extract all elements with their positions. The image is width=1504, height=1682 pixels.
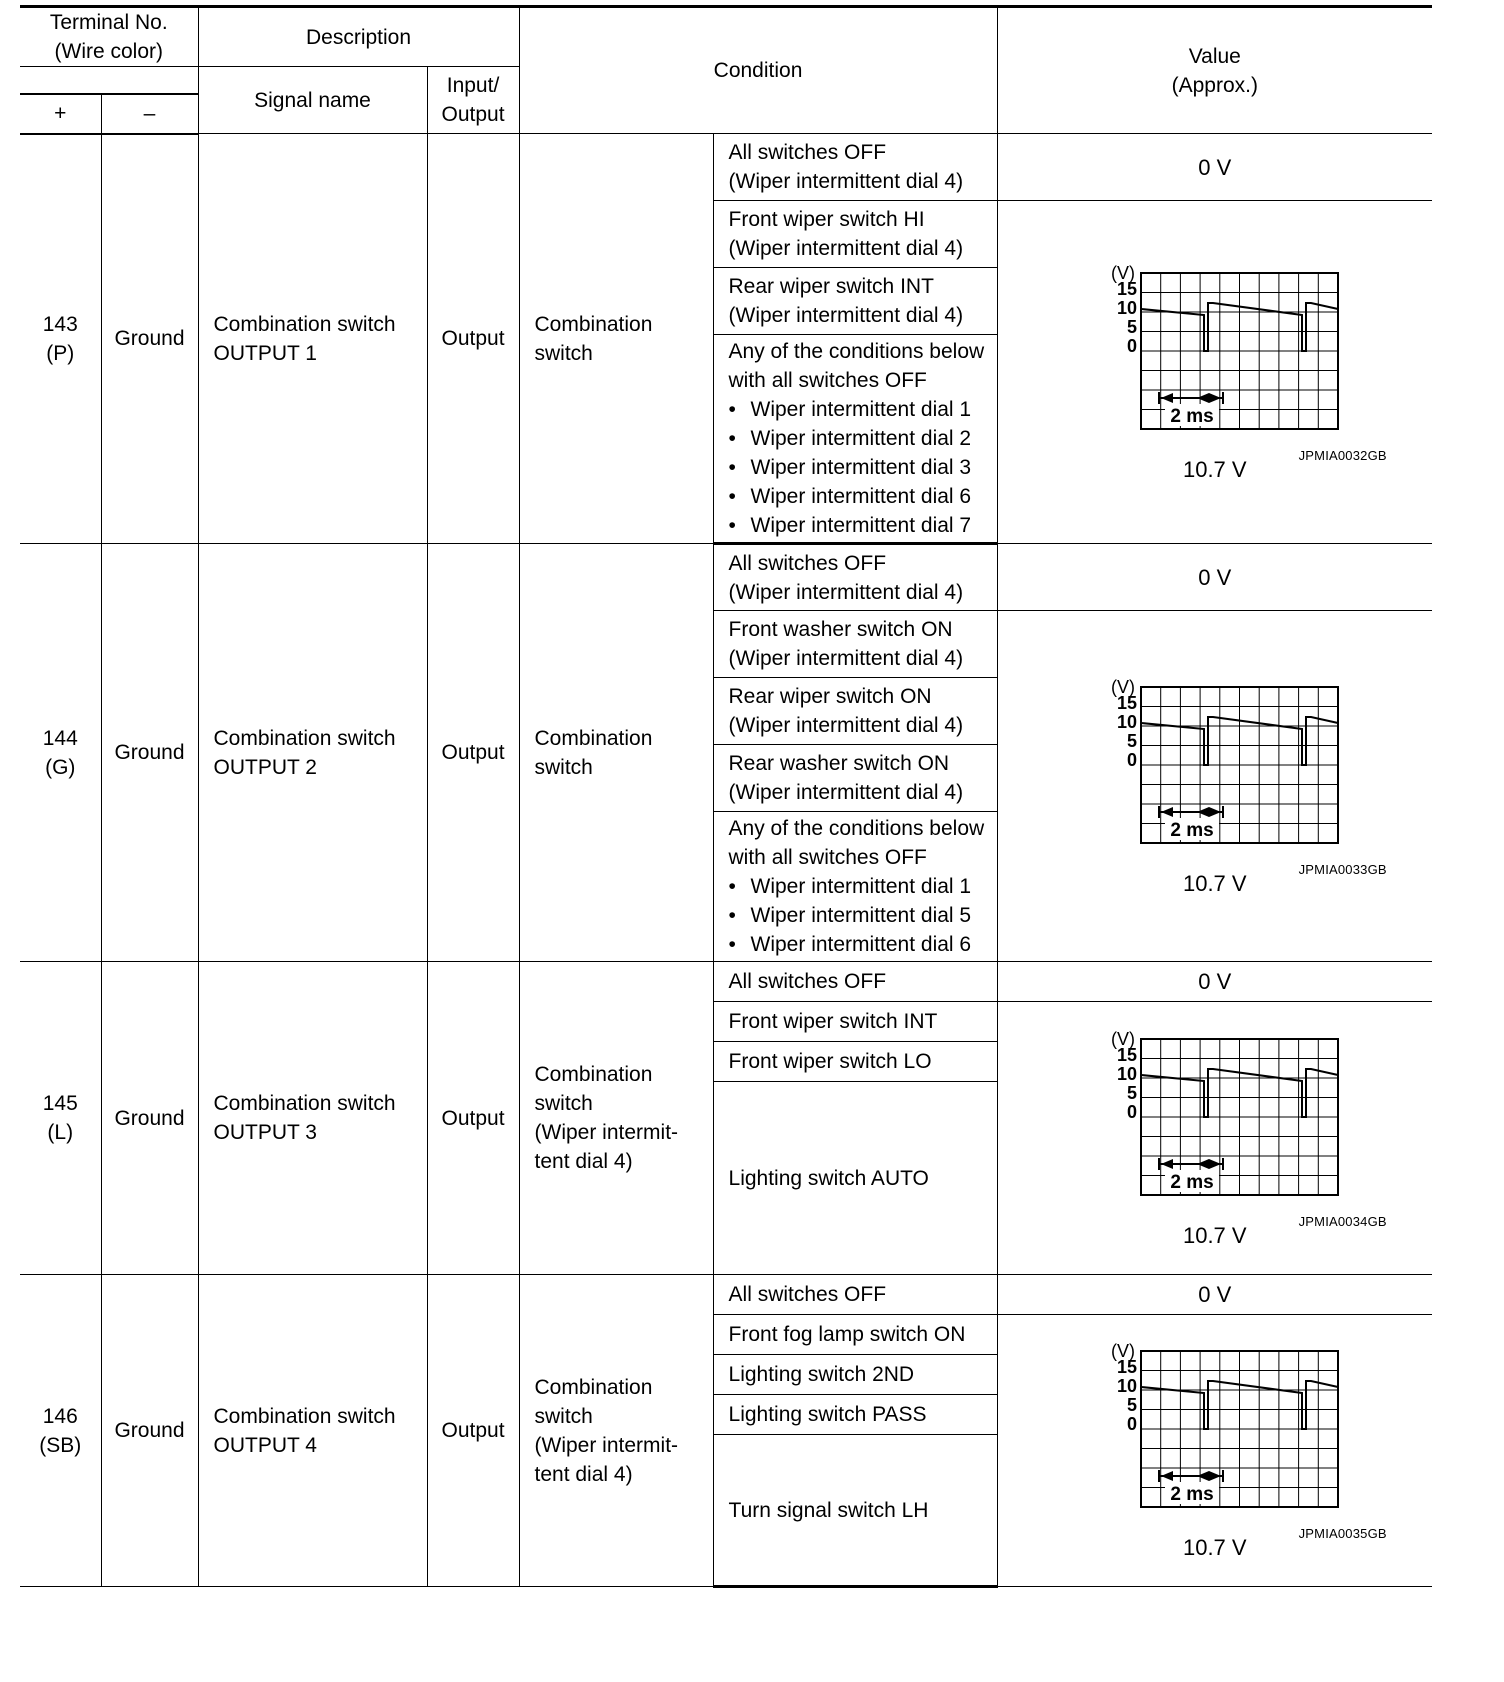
tick-label: 0 xyxy=(1126,1101,1137,1122)
signal-146: Combination switch OUTPUT 4 xyxy=(198,1275,427,1587)
tick-label: 15 xyxy=(1116,1044,1137,1065)
bullet-item: • Wiper intermittent dial 1 xyxy=(728,875,972,898)
tick-label: 0 xyxy=(1126,335,1137,356)
signal-145: Combination switch OUTPUT 3 xyxy=(198,962,427,1275)
header-input-output: Input/ Output xyxy=(427,67,519,134)
io-145: Output xyxy=(427,962,519,1275)
io-144: Output xyxy=(427,544,519,962)
header-terminal-spacer xyxy=(20,67,198,94)
ground-143: Ground xyxy=(101,134,198,544)
waveform-chart xyxy=(1035,261,1395,433)
case-145-3: Lighting switch AUTO xyxy=(713,1082,997,1275)
tick-label: 5 xyxy=(1126,1395,1137,1415)
value-off-145: 0 V xyxy=(997,962,1432,1002)
unit-label: (V) xyxy=(1110,262,1135,283)
time-scale-label: 2 ms xyxy=(1170,819,1214,841)
tick-label: 15 xyxy=(1116,692,1137,713)
ground-146: Ground xyxy=(101,1275,198,1587)
unit-label: (V) xyxy=(1110,1341,1135,1361)
header-signal-name: Signal name xyxy=(198,67,427,134)
tick-label: 10 xyxy=(1116,711,1137,732)
value-off-146: 0 V xyxy=(997,1275,1432,1315)
tick-label: 0 xyxy=(1126,1414,1137,1434)
header-minus: – xyxy=(101,94,198,134)
case-146-0: All switches OFF xyxy=(713,1275,997,1315)
ground-144: Ground xyxy=(101,544,198,962)
case-143-1: Front wiper switch HI (Wiper intermittent dial 4) xyxy=(713,201,997,268)
time-scale-label: 2 ms xyxy=(1170,1484,1214,1505)
header-description: Description xyxy=(198,7,519,67)
tick-label: 0 xyxy=(1126,749,1137,770)
terminal-145: 145 (L) xyxy=(20,962,101,1275)
value-on-146: 10.7 V xyxy=(1182,1535,1247,1560)
bullet-item: • Wiper intermittent dial 6 xyxy=(728,485,972,508)
case-143-2: Rear wiper switch INT (Wiper intermittent dial 4) xyxy=(713,268,997,335)
case-146-3: Lighting switch PASS xyxy=(713,1395,997,1435)
waveform-chart xyxy=(1035,675,1395,847)
waveform-144 xyxy=(1035,675,1395,877)
case-146-4: Turn signal switch LH xyxy=(713,1435,997,1587)
header-terminal-no: Terminal No. (Wire color) xyxy=(20,7,198,67)
terminal-143: 143 (P) xyxy=(20,134,101,544)
time-scale-label: 2 ms xyxy=(1170,405,1214,427)
bullet-item: • Wiper intermittent dial 3 xyxy=(728,456,972,479)
tick-label: 5 xyxy=(1126,730,1137,751)
io-146: Output xyxy=(427,1275,519,1587)
figure-id-143: JPMIA0032GB xyxy=(1298,447,1387,463)
waveform-145 xyxy=(1035,1027,1395,1229)
case-145-1: Front wiper switch INT xyxy=(713,1002,997,1042)
case-143-3: Any of the conditions below with all switches OFF • Wiper intermittent dial 1 • Wiper intermittent dial 2 • Wiper intermittent dial 3 • Wiper intermittent dial 6 • Wiper intermittent dial 7 xyxy=(713,335,997,544)
waveform-146 xyxy=(1035,1339,1395,1541)
waveform-143 xyxy=(1035,261,1395,463)
value-off-143: 0 V xyxy=(997,134,1432,201)
case-144-3: Rear washer switch ON (Wiper intermittent dial 4) xyxy=(713,745,997,812)
case-144-4: Any of the conditions below with all switches OFF • Wiper intermittent dial 1 • Wiper intermittent dial 5 • Wiper intermittent dial 6 xyxy=(713,812,997,962)
signal-144: Combination switch OUTPUT 2 xyxy=(198,544,427,962)
terminal-spec-page xyxy=(20,5,1432,1588)
value-cell-145 xyxy=(997,1002,1432,1275)
value-cell-146 xyxy=(997,1315,1432,1587)
figure-id-146: JPMIA0035GB xyxy=(1298,1526,1387,1541)
time-scale-label: 2 ms xyxy=(1170,1171,1214,1193)
tick-label: 10 xyxy=(1116,1063,1137,1084)
condition-145: Combination switch (Wiper intermit- tent dial 4) xyxy=(519,962,713,1275)
bullet-item: • Wiper intermittent dial 6 xyxy=(728,933,972,956)
case-145-0: All switches OFF xyxy=(713,962,997,1002)
tick-label: 10 xyxy=(1116,1376,1137,1396)
case-144-2: Rear wiper switch ON (Wiper intermittent dial 4) xyxy=(713,678,997,745)
terminal-146: 146 (SB) xyxy=(20,1275,101,1587)
waveform-chart xyxy=(1035,1027,1395,1199)
value-cell-143 xyxy=(997,201,1432,544)
header-value: Value (Approx.) xyxy=(997,7,1432,134)
case-143-0: All switches OFF (Wiper intermittent dial 4) xyxy=(713,134,997,201)
waveform-chart xyxy=(1035,1339,1395,1511)
condition-144: Combination switch xyxy=(519,544,713,962)
signal-143: Combination switch OUTPUT 1 xyxy=(198,134,427,544)
header-condition: Condition xyxy=(519,7,997,134)
header-plus: + xyxy=(20,94,101,134)
io-143: Output xyxy=(427,134,519,544)
tick-label: 10 xyxy=(1116,297,1137,318)
ground-145: Ground xyxy=(101,962,198,1275)
bullet-item: • Wiper intermittent dial 1 xyxy=(728,398,972,421)
unit-label: (V) xyxy=(1110,676,1135,697)
case-146-1: Front fog lamp switch ON xyxy=(713,1315,997,1355)
condition-143: Combination switch xyxy=(519,134,713,544)
figure-id-144: JPMIA0033GB xyxy=(1298,861,1387,877)
terminal-spec-table xyxy=(20,5,1432,1588)
bullet-item: • Wiper intermittent dial 7 xyxy=(728,514,972,537)
tick-label: 5 xyxy=(1126,1082,1137,1103)
value-off-144: 0 V xyxy=(997,544,1432,611)
terminal-144: 144 (G) xyxy=(20,544,101,962)
case-145-2: Front wiper switch LO xyxy=(713,1042,997,1082)
value-on-145: 10.7 V xyxy=(1182,1222,1247,1248)
condition-146: Combination switch (Wiper intermit- tent dial 4) xyxy=(519,1275,713,1587)
case-144-1: Front washer switch ON (Wiper intermittent dial 4) xyxy=(713,611,997,678)
case-144-0: All switches OFF (Wiper intermittent dial 4) xyxy=(713,544,997,611)
tick-label: 15 xyxy=(1116,1357,1137,1377)
value-on-144: 10.7 V xyxy=(1182,870,1247,896)
figure-id-145: JPMIA0034GB xyxy=(1298,1213,1387,1229)
unit-label: (V) xyxy=(1110,1028,1135,1049)
bullet-item: • Wiper intermittent dial 2 xyxy=(728,427,972,450)
tick-label: 15 xyxy=(1116,278,1137,299)
value-cell-144 xyxy=(997,611,1432,962)
case-146-2: Lighting switch 2ND xyxy=(713,1355,997,1395)
tick-label: 5 xyxy=(1126,316,1137,337)
value-on-143: 10.7 V xyxy=(1182,456,1247,482)
bullet-item: • Wiper intermittent dial 5 xyxy=(728,904,972,927)
